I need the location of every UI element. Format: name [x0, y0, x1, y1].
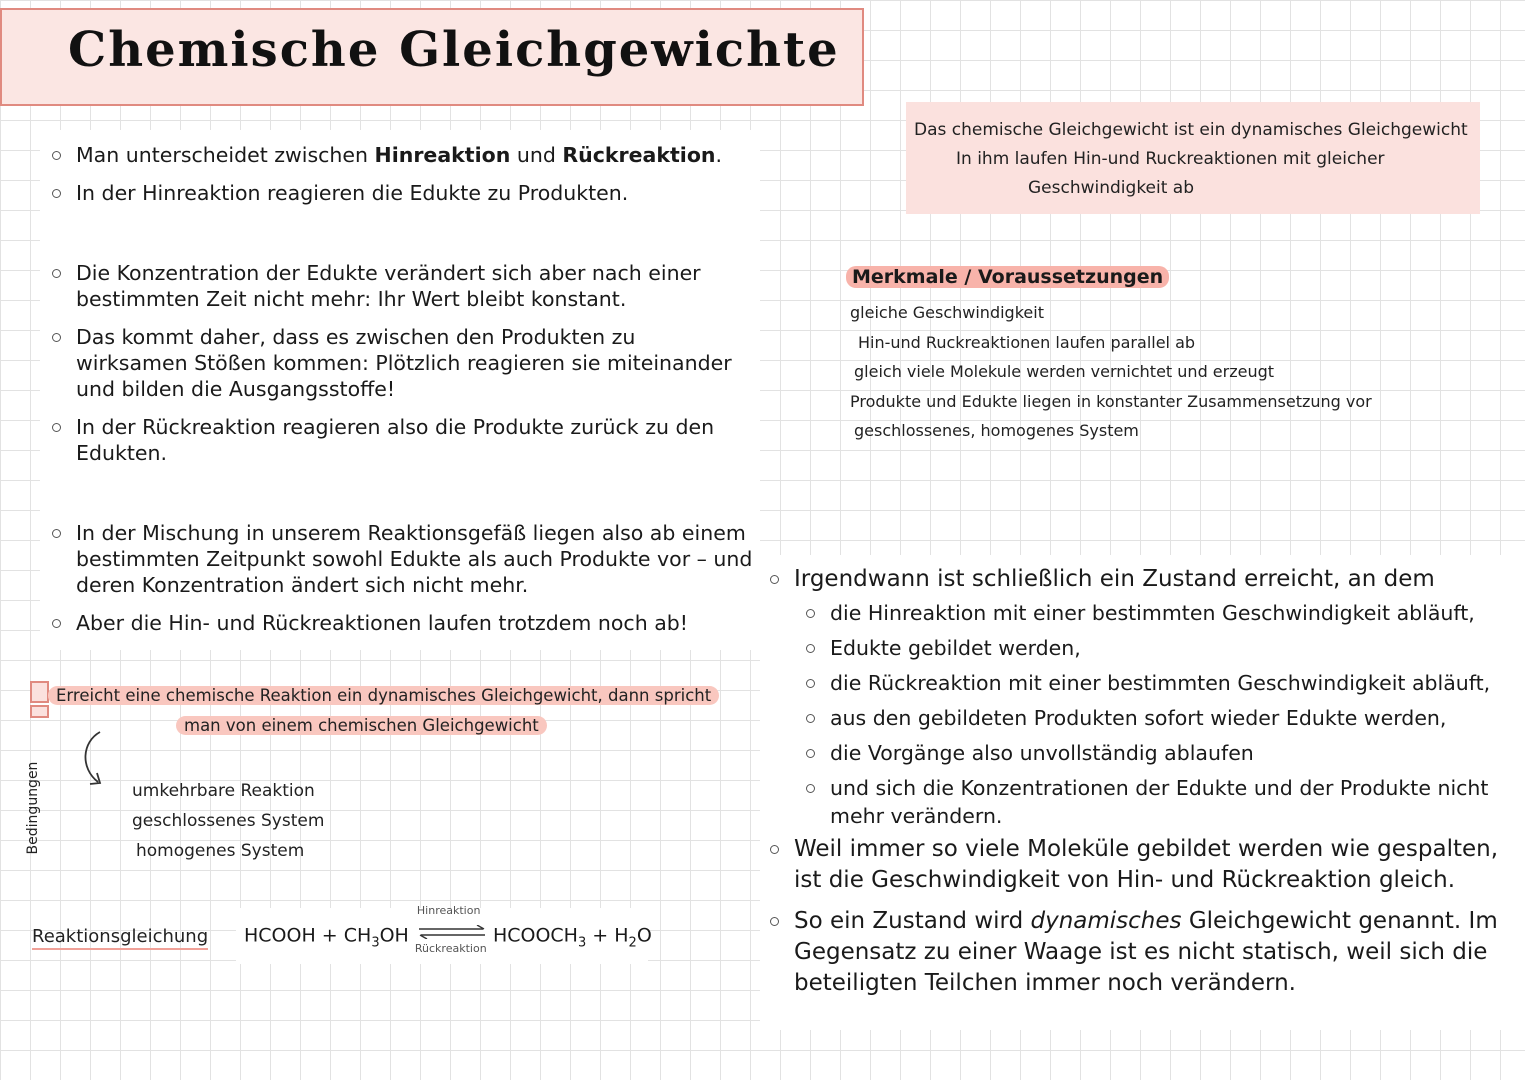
list-item: umkehrbare Reaktion [132, 781, 315, 801]
curved-arrow-icon [76, 728, 126, 790]
left-bullets-3 [52, 520, 762, 636]
list-item: gleiche Geschwindigkeit [850, 303, 1044, 322]
page-title: Chemische Gleichgewichte [68, 22, 840, 78]
checkbox-icon [30, 705, 49, 718]
list-item: Edukte gebildet werden, [806, 634, 1510, 662]
double-arrow-icon [417, 925, 487, 939]
list-item: und sich die Konzentrationen der Edukte und der Produkte nicht mehr verändern. [806, 774, 1510, 830]
list-item: So ein Zustand wird dynamisches Gleichgewicht genannt. Im Gegensatz zu einer Waage ist es nicht statisch, weil sich die beteiligten Teilchen immer noch verändern. [770, 906, 1510, 999]
list-item: Die Konzentration der Edukte verändert sich aber nach einer bestimmten Zeit nicht mehr: Ihr Wert bleibt konstant. [52, 260, 752, 312]
left-bullets-2 [52, 260, 752, 466]
note-line-1: Das chemische Gleichgewicht ist ein dynamisches Gleichgewicht [914, 120, 1468, 140]
list-item: die Hinreaktion mit einer bestimmten Geschwindigkeit abläuft, [806, 599, 1510, 627]
equilibrium-arrow: Hinreaktion Rückreaktion [414, 904, 487, 955]
list-item: geschlossenes, homogenes System [854, 421, 1139, 440]
sub-bullets [806, 599, 1510, 830]
list-item: Das kommt daher, dass es zwischen den Produkten zu wirksamen Stößen kommen: Plötzlich reagieren sie miteinander und bilden die Ausgangsstoffe! [52, 324, 752, 402]
list-item: Weil immer so viele Moleküle gebildet werden wie gespalten, ist die Geschwindigkeit von Hin- und Rückreaktion gleich. [770, 834, 1510, 896]
list-item: Man unterscheidet zwischen Hinreaktion und Rückreaktion. [52, 142, 752, 168]
list-item: die Rückreaktion mit einer bestimmten Geschwindigkeit abläuft, [806, 669, 1510, 697]
note-line-3: Geschwindigkeit ab [1028, 178, 1195, 198]
list-item: Produkte und Edukte liegen in konstanter Zusammensetzung vor [850, 391, 1372, 411]
left-bullets-1 [52, 142, 752, 206]
reaktion-label: Reaktionsgleichung [32, 926, 208, 950]
list-item: die Vorgänge also unvollständig ablaufen [806, 739, 1510, 767]
merkmale-list [850, 298, 1372, 446]
list-item: gleich viele Molekule werden vernichtet und erzeugt [854, 362, 1275, 381]
list-item: In der Hinreaktion reagieren die Edukte zu Produkten. [52, 180, 752, 206]
note-line-2: In ihm laufen Hin-und Ruckreaktionen mit gleicher [956, 149, 1385, 169]
checkbox-icon [30, 681, 49, 703]
list-item: Irgendwann ist schließlich ein Zustand erreicht, an dem die Hinreaktion mit einer bestimmten Geschwindigkeit abläuft, Edukte gebildet werden, die Rückreaktion mit einer bestimmten Geschwindigkeit abläuft, aus den gebildeten Produkten sofort wieder Edukte werden, die Vorgänge also unvollständig ablaufen und sich die Konzentrationen der Edukte und der Produkte nicht mehr verändern. [770, 564, 1510, 830]
reaction-equation: HCOOH + $CH_3OH$ Hinreaktion Rückreaktion $HCOOCH_3 + H_2O$ [244, 904, 652, 955]
list-item: aus den gebildeten Produkten sofort wieder Edukte werden, [806, 704, 1510, 732]
list-item: geschlossenes System [132, 811, 325, 831]
list-item: homogenes System [136, 841, 305, 861]
definition-line-1: Erreicht eine chemische Reaktion ein dynamisches Gleichgewicht, dann spricht [48, 686, 719, 705]
right-bullets [770, 564, 1510, 1009]
list-item: In der Mischung in unserem Reaktionsgefäß liegen also ab einem bestimmten Zeitpunkt sowohl Edukte als auch Produkte vor – und deren Konzentration ändert sich nicht mehr. [52, 520, 762, 598]
bedingungen-list [132, 776, 324, 866]
definition-line-2: man von einem chemischen Gleichgewicht [176, 716, 547, 735]
merkmale-heading: Merkmale / Voraussetzungen [846, 266, 1169, 288]
bedingungen-label: Bedingungen [25, 761, 41, 855]
list-item: Hin-und Ruckreaktionen laufen parallel ab [858, 332, 1196, 352]
list-item: In der Rückreaktion reagieren also die Produkte zurück zu den Edukten. [52, 414, 752, 466]
list-item: Aber die Hin- und Rückreaktionen laufen trotzdem noch ab! [52, 610, 762, 636]
